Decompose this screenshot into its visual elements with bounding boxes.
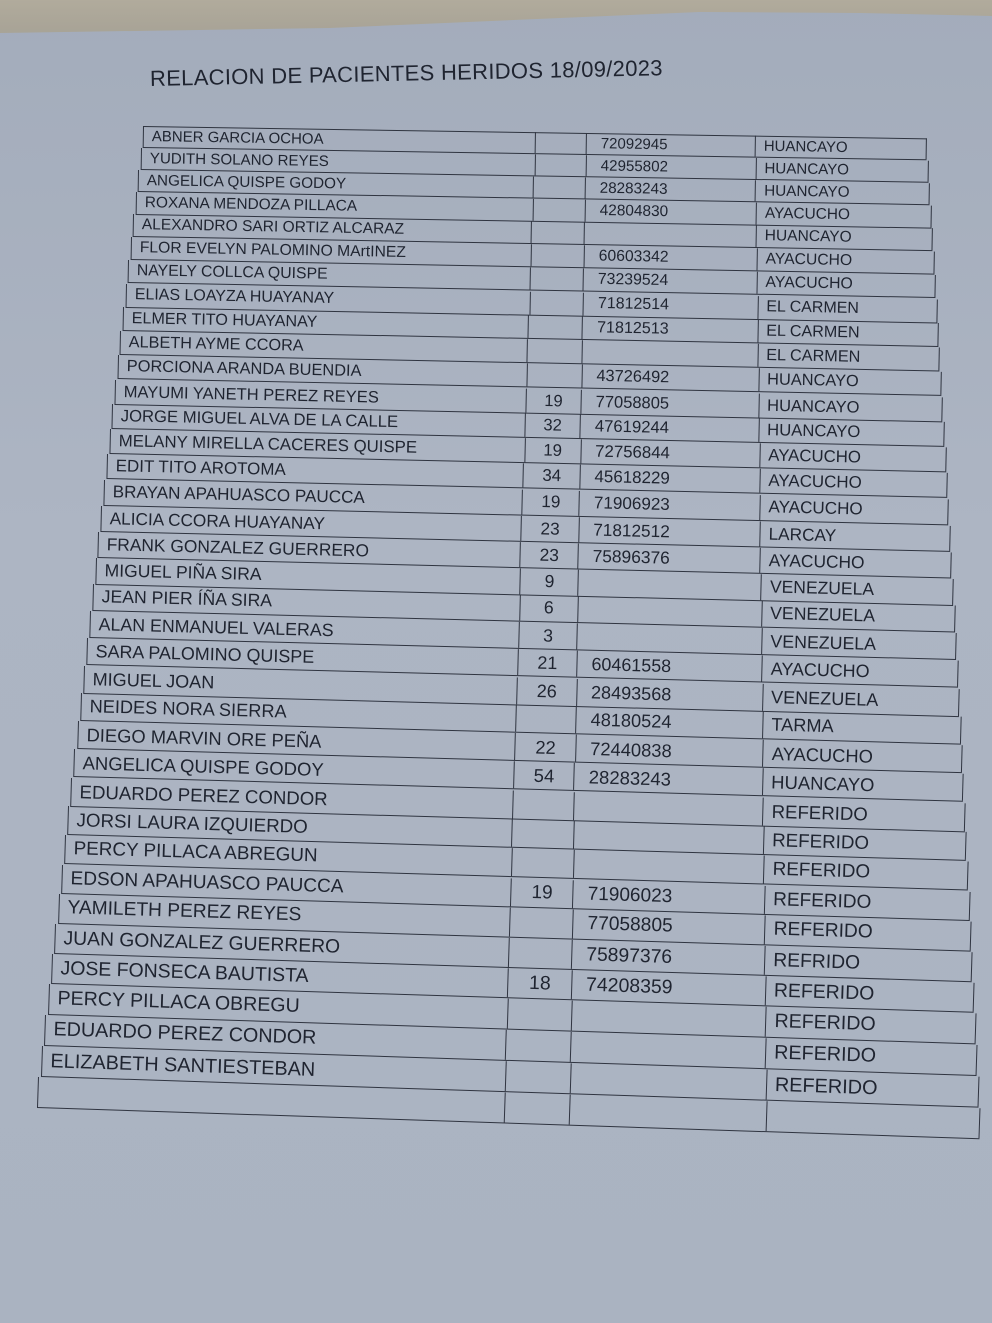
patient-name-cell: YUDITH SOLANO REYES [140,148,534,175]
patient-dni-cell: 28493568 [575,679,762,711]
patient-age-cell: 3 [518,622,577,650]
patient-origin-cell: VENEZUELA [761,628,957,659]
patient-origin-cell: REFERIDO [763,885,970,920]
patient-origin-cell: AYACUCHO [756,272,935,298]
patient-name-cell: EDUARDO PEREZ CONDOR [44,1015,506,1060]
patient-origin-cell: HUANCAYO [755,180,930,204]
patient-name-cell: ANGELICA QUISPE GODOY [138,170,533,198]
patient-origin-cell: VENEZUELA [760,574,954,604]
patient-dni-cell: 43726492 [581,365,758,392]
patient-name-cell: ELIZABETH SANTIESTEBAN [41,1046,506,1091]
patient-name-cell: EDUARDO PEREZ CONDOR [71,778,514,818]
patient-name-cell: JOSE FONSECA BAUTISTA [51,954,508,998]
patient-age-cell [515,705,576,733]
patient-name-cell: JORGE MIGUEL ALVA DE LA CALLE [112,404,525,437]
patient-dni-cell [572,850,764,884]
patient-name-cell: NEIDES NORA SIERRA [80,693,516,732]
patient-origin-cell: REFERIDO [765,1007,976,1043]
patient-name-cell: ANGELICA QUISPE GODOY [74,749,514,789]
patient-name-cell: YAMILETH PEREZ REYES [58,894,510,936]
patient-age-cell [512,790,574,819]
patient-origin-cell: REFERIDO [765,1038,978,1075]
patient-age-cell: 19 [510,878,573,908]
patient-age-cell [532,199,585,221]
patient-dni-cell: 42955802 [585,155,755,179]
patient-origin-cell: REFERIDO [764,915,972,950]
patient-origin-cell: AYACUCHO [759,444,947,472]
patient-name-cell: EDIT TITO AROTOMA [106,454,523,488]
patient-origin-cell: VENEZUELA [760,601,955,632]
patient-dni-cell [576,624,761,655]
patient-age-cell: 19 [525,388,581,413]
patient-dni-cell: 60461558 [576,651,762,682]
patient-origin-cell: EL CARMEN [757,344,940,371]
patient-dni-cell [577,597,761,627]
patient-age-cell [528,315,583,339]
patient-age-cell: 54 [513,762,574,791]
patient-dni-cell [584,222,756,247]
patient-name-cell: PERCY PILLACA OBREGU [48,984,508,1028]
patient-origin-cell: REFERIDO [763,826,967,860]
patient-dni-cell [570,1032,766,1068]
patient-name-cell: NAYELY COLLCA QUISPE [128,260,530,290]
patient-dni-cell [573,821,764,854]
patient-age-cell [533,176,585,198]
patient-age-cell [509,908,572,939]
patient-name-cell: PORCIONA ARANDA BUENDIA [117,355,526,387]
patient-origin-cell: HUANCAYO [755,136,927,159]
document-title: RELACION DE PACIENTES HERIDOS 18/09/2023 [149,55,664,91]
patient-age-cell [529,291,583,315]
patient-origin-cell: REFERIDO [763,856,968,890]
patient-dni-cell [569,1094,767,1131]
patient-age-cell: 23 [520,542,578,569]
patient-dni-cell [577,570,761,600]
patient-origin-cell: EL CARMEN [757,296,938,322]
patient-age-cell [531,221,584,244]
patient-age-cell: 19 [522,489,579,515]
patient-dni-cell: 71906923 [579,491,760,520]
patient-name-cell: FLOR EVELYN PALOMINO MArtINEZ [130,237,530,266]
patient-age-cell: 18 [507,968,571,999]
patient-origin-cell: VENEZUELA [761,684,959,716]
patient-dni-cell: 48180524 [575,707,763,739]
patient-origin-cell: AYACUCHO [762,740,963,773]
patient-origin-cell: REFERIDO [763,797,966,830]
patient-name-cell: ELIAS LOAYZA HUAYANAY [125,284,529,314]
patient-age-cell: 23 [521,515,579,541]
patient-dni-cell: 75897376 [571,940,765,975]
patient-dni-cell: 42804830 [584,200,756,224]
patient-age-cell [511,848,574,878]
patient-name-cell: ABNER GARCIA OCHOA [143,126,535,153]
patient-dni-cell: 28283243 [585,177,756,201]
patient-dni-cell: 71812514 [582,292,757,318]
patient-dni-cell: 73239524 [583,269,757,295]
patient-dni-cell: 77058805 [580,389,758,416]
patient-dni-cell: 72756844 [580,440,760,468]
patient-name-cell: ELMER TITO HUAYANAY [123,307,529,338]
patient-origin-cell: HUANCAYO [758,368,942,395]
patient-age-cell: 19 [524,438,581,463]
patient-age-cell [530,245,583,268]
patient-origin-cell: HUANCAYO [758,393,943,421]
patient-age-cell [504,1092,570,1124]
patient-dni-cell: 45618229 [579,465,759,493]
patient-dni-cell: 75896376 [578,543,761,573]
patient-age-cell [508,938,572,969]
patient-origin-cell: AYACUCHO [756,203,932,228]
patient-age-cell [505,1061,571,1093]
patient-origin-cell: AYACUCHO [760,547,952,577]
patient-origin-cell: REFERIDO [764,976,974,1012]
patient-age-cell: 9 [519,568,578,595]
patient-origin-cell [766,1101,981,1138]
patient-name-cell: MIGUEL PIÑA SIRA [95,558,520,594]
patient-name-cell: JEAN PIER ÍÑA SIRA [92,584,519,620]
patient-dni-cell [570,1001,765,1037]
patient-age-cell [526,364,581,389]
patient-dni-cell: 77058805 [572,910,765,945]
patient-age-cell [506,999,571,1031]
patient-name-cell: BRAYAN APAHUASCO PAUCCA [104,480,523,514]
patient-origin-cell: HUANCAYO [758,418,944,446]
patient-origin-cell: AYACUCHO [759,469,948,498]
patient-age-cell [505,1030,570,1062]
patient-dni-cell: 71812512 [578,517,760,546]
patient-age-cell [527,339,582,363]
patient-dni-cell: 71812513 [582,316,758,342]
patient-dni-cell: 72092945 [586,133,755,156]
patient-age-cell [534,154,586,176]
patient-origin-cell: REFRIDO [764,946,973,981]
patient-dni-cell: 28283243 [574,763,763,796]
patient-dni-cell: 74208359 [571,970,766,1005]
patient-name-cell: ROXANA MENDOZA PILLACA [135,192,532,220]
patient-age-cell [529,268,583,291]
patient-name-cell: JORSI LAURA IZQUIERDO [67,806,512,847]
patient-dni-cell [581,340,757,367]
patient-name-cell: SARA PALOMINO QUISPE [86,638,517,675]
patient-name-cell: ALICIA CCORA HUAYANAY [101,506,522,541]
patient-origin-cell: HUANCAYO [756,225,933,250]
patient-age-cell: 22 [514,733,575,762]
patient-name-cell: PERCY PILLACA ABREGUN [64,835,511,876]
patient-name-cell: MELANY MIRELLA CACERES QUISPE [109,429,524,462]
patient-dni-cell [573,792,763,825]
patient-age-cell [535,132,586,154]
patient-name-cell: ALEXANDRO SARI ORTIZ ALCARAZ [133,214,532,243]
patient-age-cell: 32 [524,413,580,438]
patient-age-cell: 34 [523,464,580,490]
patient-origin-cell: TARMA [762,712,961,744]
patient-age-cell: 21 [517,649,577,677]
patient-origin-cell: HUANCAYO [755,158,928,182]
patient-origin-cell: REFERIDO [765,1069,979,1106]
patient-origin-cell: AYACUCHO [756,249,934,274]
patient-name-cell: DIEGO MARVIN ORE PEÑA [77,721,515,760]
patient-name-cell: ALAN ENMANUEL VALERAS [89,611,518,648]
patient-dni-cell: 71906023 [572,880,764,914]
patient-age-cell: 6 [518,595,577,622]
patient-age-cell: 26 [516,677,576,705]
patient-name-cell: FRANK GONZALEZ GUERRERO [98,532,521,567]
patient-name-cell: MAYUMI YANETH PEREZ REYES [115,380,526,412]
patient-origin-cell: HUANCAYO [762,768,964,801]
patient-origin-cell: LARCAY [760,521,951,550]
patient-dni-cell: 72440838 [574,735,762,767]
patient-name-cell: EDSON APAHUASCO PAUCCA [61,865,511,907]
patient-age-cell [511,819,573,849]
patient-origin-cell: AYACUCHO [761,656,958,687]
patient-dni-cell: 47619244 [580,414,759,442]
patient-origin-cell: AYACUCHO [759,495,949,524]
patient-name-cell: JUAN GONZALEZ GUERRERO [54,924,509,967]
patient-dni-cell: 60603342 [583,245,756,270]
patient-origin-cell: EL CARMEN [757,320,939,346]
patient-name-cell: ALBETH AYME CCORA [120,331,527,362]
patient-name-cell: MIGUEL JOAN [83,666,517,704]
patient-dni-cell [569,1063,766,1099]
